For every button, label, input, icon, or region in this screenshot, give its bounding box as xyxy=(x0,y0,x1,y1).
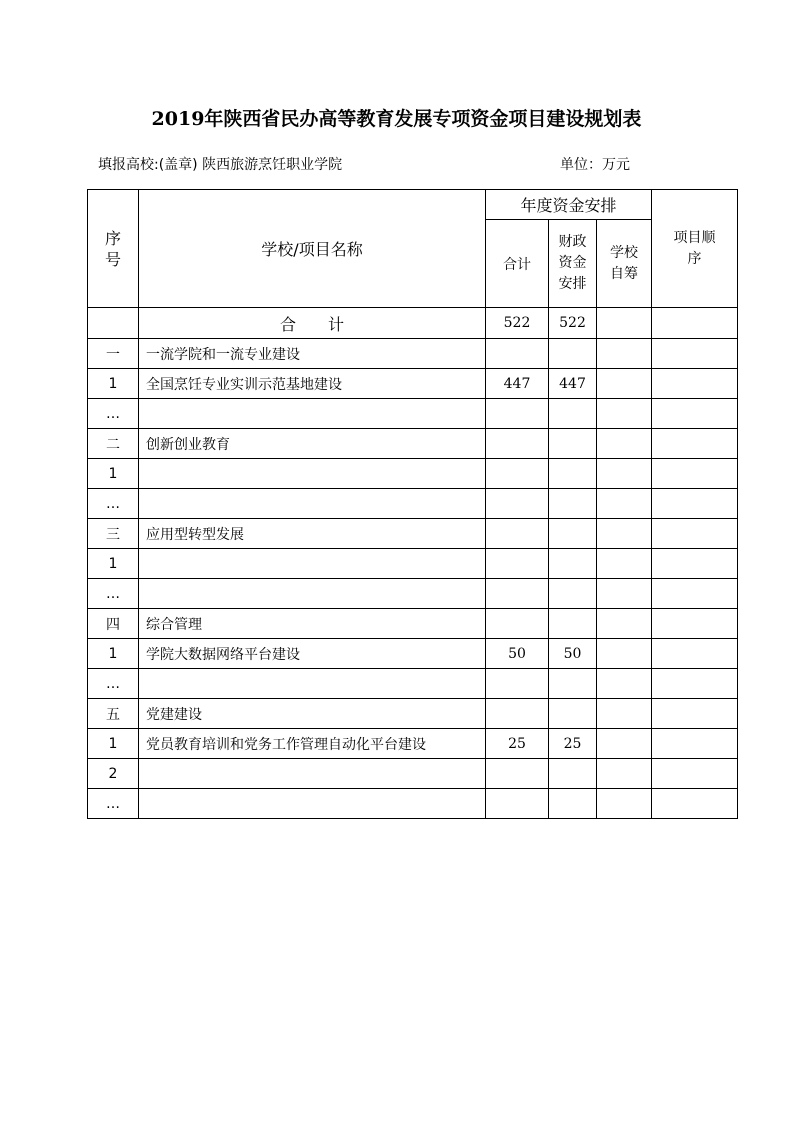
row-seq: … xyxy=(88,579,139,609)
table-row xyxy=(88,549,738,579)
row-name xyxy=(139,669,486,699)
row-finance: 522 xyxy=(549,308,597,339)
row-order xyxy=(652,459,738,489)
row-name: 综合管理 xyxy=(139,609,486,639)
table-row xyxy=(88,609,738,639)
row-finance xyxy=(549,339,597,369)
row-order xyxy=(652,789,738,819)
row-finance xyxy=(549,459,597,489)
row-self-raised xyxy=(597,609,652,639)
row-self-raised xyxy=(597,669,652,699)
row-seq: … xyxy=(88,669,139,699)
row-finance xyxy=(549,489,597,519)
table-row xyxy=(88,789,738,819)
row-self-raised xyxy=(597,339,652,369)
row-order xyxy=(652,519,738,549)
row-name xyxy=(139,789,486,819)
row-seq: 1 xyxy=(88,639,139,669)
row-self-raised xyxy=(597,429,652,459)
funding-table xyxy=(87,189,738,819)
row-total xyxy=(486,459,549,489)
school-info: 填报高校:(盖章) 陕西旅游烹饪职业学院 xyxy=(98,157,343,173)
row-name: 创新创业教育 xyxy=(139,429,486,459)
row-seq: … xyxy=(88,399,139,429)
table-row xyxy=(88,369,738,399)
row-order xyxy=(652,729,738,759)
row-self-raised xyxy=(597,579,652,609)
row-order xyxy=(652,308,738,339)
table-row xyxy=(88,489,738,519)
row-self-raised xyxy=(597,519,652,549)
row-name: 党建建设 xyxy=(139,699,486,729)
row-order xyxy=(652,699,738,729)
header-name: 学校/项目名称 xyxy=(139,190,486,308)
table-row xyxy=(88,399,738,429)
row-seq: … xyxy=(88,789,139,819)
row-seq: 1 xyxy=(88,729,139,759)
header-total: 合计 xyxy=(486,220,549,308)
unit-label: 单位：万元 xyxy=(560,157,630,173)
row-name: 党员教育培训和党务工作管理自动化平台建设 xyxy=(139,729,486,759)
row-total xyxy=(486,519,549,549)
row-name xyxy=(139,579,486,609)
table-row xyxy=(88,639,738,669)
row-total xyxy=(486,609,549,639)
row-total xyxy=(486,549,549,579)
row-finance xyxy=(549,579,597,609)
row-seq: 1 xyxy=(88,369,139,399)
row-self-raised xyxy=(597,459,652,489)
row-order xyxy=(652,579,738,609)
row-self-raised xyxy=(597,639,652,669)
table-row xyxy=(88,579,738,609)
row-order xyxy=(652,759,738,789)
row-finance: 25 xyxy=(549,729,597,759)
header-project-order: 项目顺 序 xyxy=(652,190,738,308)
table-row xyxy=(88,729,738,759)
table-row xyxy=(88,459,738,489)
row-name xyxy=(139,399,486,429)
table-row xyxy=(88,759,738,789)
table-row xyxy=(88,429,738,459)
row-seq: 二 xyxy=(88,429,139,459)
row-finance xyxy=(549,519,597,549)
row-order xyxy=(652,489,738,519)
row-seq: 1 xyxy=(88,459,139,489)
row-finance xyxy=(549,789,597,819)
row-seq: … xyxy=(88,489,139,519)
row-total xyxy=(486,489,549,519)
row-order xyxy=(652,639,738,669)
row-name: 应用型转型发展 xyxy=(139,519,486,549)
row-finance: 447 xyxy=(549,369,597,399)
row-self-raised xyxy=(597,759,652,789)
table-row xyxy=(88,308,738,339)
row-self-raised xyxy=(597,489,652,519)
row-seq: 2 xyxy=(88,759,139,789)
row-self-raised xyxy=(597,789,652,819)
row-seq: 1 xyxy=(88,549,139,579)
row-order xyxy=(652,369,738,399)
header-annual-funding: 年度资金安排 xyxy=(486,190,652,220)
row-total xyxy=(486,759,549,789)
row-total: 447 xyxy=(486,369,549,399)
row-self-raised xyxy=(597,699,652,729)
row-seq: 一 xyxy=(88,339,139,369)
row-total xyxy=(486,339,549,369)
row-total xyxy=(486,399,549,429)
page-title: 2019年陕西省民办高等教育发展专项资金项目建设规划表 xyxy=(151,108,642,130)
row-name xyxy=(139,459,486,489)
row-finance xyxy=(549,759,597,789)
row-order xyxy=(652,609,738,639)
row-self-raised xyxy=(597,729,652,759)
row-finance: 50 xyxy=(549,639,597,669)
row-seq xyxy=(88,308,139,339)
row-total xyxy=(486,789,549,819)
row-total xyxy=(486,429,549,459)
header-seq: 序 号 xyxy=(88,190,139,308)
table-row xyxy=(88,519,738,549)
table-row xyxy=(88,339,738,369)
row-finance xyxy=(549,609,597,639)
row-seq: 四 xyxy=(88,609,139,639)
row-name: 一流学院和一流专业建设 xyxy=(139,339,486,369)
row-total xyxy=(486,699,549,729)
row-name: 合 计 xyxy=(139,308,486,339)
row-seq: 五 xyxy=(88,699,139,729)
row-order xyxy=(652,669,738,699)
row-order xyxy=(652,549,738,579)
row-total: 25 xyxy=(486,729,549,759)
row-self-raised xyxy=(597,369,652,399)
row-finance xyxy=(549,549,597,579)
row-total: 522 xyxy=(486,308,549,339)
row-name: 全国烹饪专业实训示范基地建设 xyxy=(139,369,486,399)
row-finance xyxy=(549,429,597,459)
table-row xyxy=(88,669,738,699)
row-name xyxy=(139,549,486,579)
row-self-raised xyxy=(597,399,652,429)
row-name xyxy=(139,759,486,789)
header-finance: 财政 资金 安排 xyxy=(549,220,597,308)
header-self-raised: 学校 自筹 xyxy=(597,220,652,308)
row-finance xyxy=(549,399,597,429)
row-total: 50 xyxy=(486,639,549,669)
row-order xyxy=(652,429,738,459)
row-order xyxy=(652,399,738,429)
row-name: 学院大数据网络平台建设 xyxy=(139,639,486,669)
row-self-raised xyxy=(597,308,652,339)
table-row xyxy=(88,699,738,729)
row-seq: 三 xyxy=(88,519,139,549)
row-finance xyxy=(549,669,597,699)
row-total xyxy=(486,669,549,699)
row-name xyxy=(139,489,486,519)
row-order xyxy=(652,339,738,369)
row-finance xyxy=(549,699,597,729)
row-self-raised xyxy=(597,549,652,579)
row-total xyxy=(486,579,549,609)
